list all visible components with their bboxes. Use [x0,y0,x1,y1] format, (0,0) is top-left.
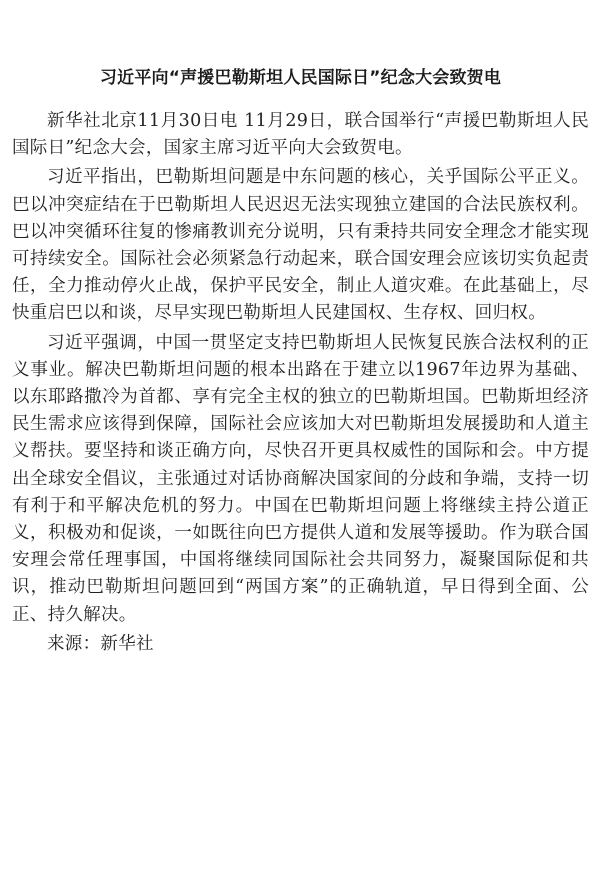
article-paragraph-2: 习近平指出，巴勒斯坦问题是中东问题的核心，关乎国际公平正义。巴以冲突症结在于巴勒斯坦人民迟迟无法实现独立建国的合法民族权利。巴以冲突循环往复的惨痛教训充分说明，只有秉持共同安全理念才能实现可持续安全。国际社会必须紧急行动起来，联合国安理会应该切实负起责任，全力推动停火止战，保护平民安全，制止人道灾难。在此基础上，尽快重启巴以和谈，尽早实现巴勒斯坦人民建国权、生存权、回归权。 [12,167,589,324]
article-paragraph-1: 新华社北京11月30日电 11月29日，联合国举行“声援巴勒斯坦人民国际日”纪念大会，国家主席习近平向大会致贺电。 [12,111,589,159]
article-source: 来源：新华社 [47,633,154,654]
article-paragraph-3: 习近平强调，中国一贯坚定支持巴勒斯坦人民恢复民族合法权利的正义事业。解决巴勒斯坦问题的根本出路在于建立以1967年边界为基础、以东耶路撒冷为首都、享有完全主权的独立的巴勒斯坦国。巴勒斯坦经济民生需求应该得到保障，国际社会应该加大对巴勒斯坦发展援助和人道主义帮扶。要坚持和谈正确方向，尽快召开更具权威性的国际和会。中方提出全球安全倡议，主张通过对话协商解决国家间的分歧和争端，支持一切有利于和平解决危机的努力。中国在巴勒斯坦问题上将继续主持公道正义，积极劝和促谈，一如既往向巴方提供人道和发展等援助。作为联合国安理会常任理事国，中国将继续同国际社会共同努力，凝聚国际促和共识，推动巴勒斯坦问题回到“两国方案”的正确轨道，早日得到全面、公正、持久解决。 [12,332,589,625]
article-title: 习近平向“声援巴勒斯坦人民国际日”纪念大会致贺电 [99,68,502,88]
